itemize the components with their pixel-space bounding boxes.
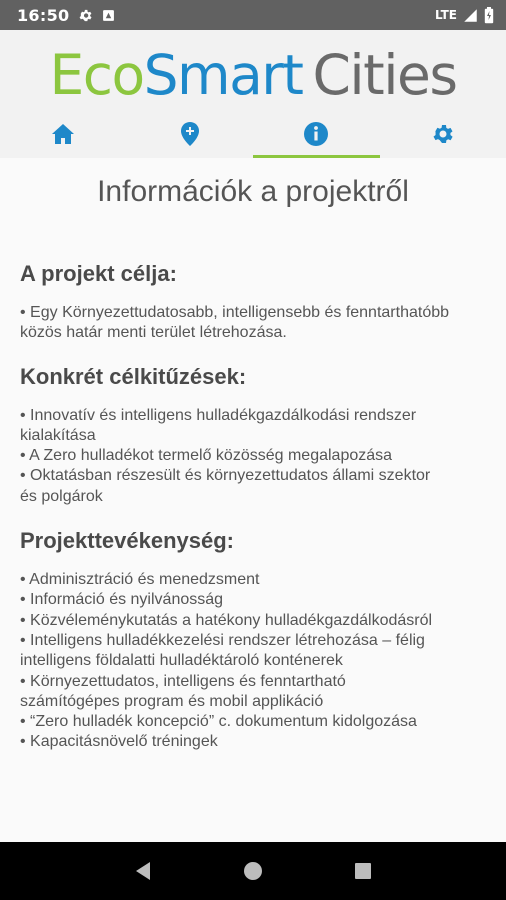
list-item: kialakítása [20, 426, 96, 444]
ecosmartcities-logo [0, 40, 506, 110]
list-item: • Információ és nyilvánosság [20, 591, 224, 609]
section-heading-objectives: Konkrét célkitűzések: [20, 363, 247, 389]
list-item: közös határ menti terület létrehozása. [20, 324, 287, 342]
network-type: LTE [434, 8, 457, 22]
list-item: • “Zero hulladék koncepció” c. dokumentum kidolgozása [20, 713, 417, 731]
list-item: • Környezettudatos, intelligens és fenntartható [20, 672, 346, 690]
section-list-goal [20, 303, 486, 344]
signal-icon [463, 8, 478, 23]
tab-info[interactable] [253, 110, 380, 158]
tab-map[interactable] [127, 110, 254, 158]
section-list-activities [20, 570, 486, 753]
list-item: • Egy Környezettudatosabb, intelligensebb és fenntarthatóbb [20, 304, 450, 321]
list-item: • Intelligens hulladékkezelési rendszer létrehozása – félig [20, 631, 425, 649]
logo-cities: Cities [312, 43, 457, 107]
section-heading-activities: Projekttevékenység: [20, 528, 234, 554]
home-circle-icon [243, 861, 263, 881]
tab-settings[interactable] [380, 110, 506, 158]
list-item: • A Zero hulladékot termelő közösség megalapozása [20, 447, 393, 465]
back-icon [134, 861, 152, 881]
system-nav-bar [0, 842, 506, 900]
list-item: • Innovatív és intelligens hulladékgazdálkodási rendszer [20, 406, 417, 424]
list-item: • Közvéleménykutatás a hatékony hulladékgazdálkodásról [20, 611, 433, 629]
status-bar [0, 0, 506, 30]
settings-icon [78, 8, 93, 23]
logo-smart: Smart [143, 43, 303, 107]
section-heading-goal: A projekt célja: [20, 261, 177, 286]
battery-icon [484, 7, 494, 24]
info-icon [303, 121, 329, 147]
logo-eco: Eco [49, 43, 144, 107]
list-item: számítógépes program és mobil applikáció [20, 692, 324, 710]
recents-button[interactable] [343, 851, 383, 891]
notification-icon [102, 9, 115, 22]
list-item: • Kapacitásnövelő tréningek [20, 733, 218, 751]
tab-home[interactable] [0, 110, 127, 158]
list-item: • Adminisztráció és menedzsment [20, 571, 260, 589]
settings-icon [431, 122, 455, 146]
home-icon [51, 123, 75, 145]
map-marker-icon [180, 121, 200, 147]
home-button[interactable] [233, 851, 273, 891]
tab-bar [0, 110, 506, 158]
recents-icon [354, 862, 372, 880]
list-item: • Oktatásban részesült és környezettudatos állami szektor [20, 467, 431, 485]
section-list-objectives [20, 406, 486, 507]
back-button[interactable] [123, 851, 163, 891]
list-item: és polgárok [20, 487, 103, 505]
page-title: Információk a projektről [97, 175, 409, 208]
status-time: 16:50 [17, 5, 70, 25]
info-content [0, 158, 506, 842]
app-header [0, 30, 506, 158]
list-item: intelligens földalatti hulladéktároló konténerek [20, 652, 343, 670]
